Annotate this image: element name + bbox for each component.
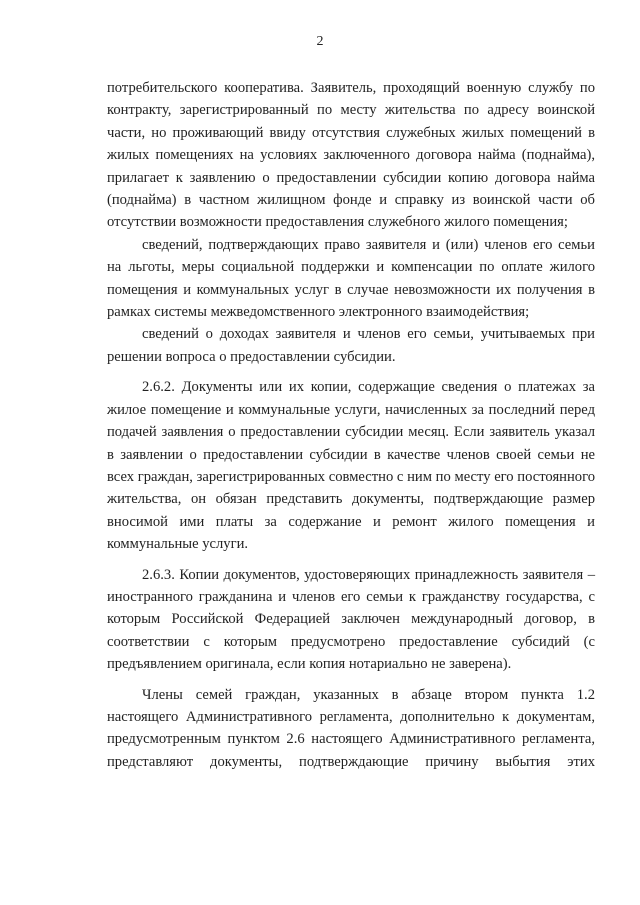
paragraph-benefits-info: сведений, подтверждающих право заявителя и (или) членов его семьи на льготы, меры социальной поддержки и компенсации по оплате жилого помещения и коммунальных услуг в случае невозможности их получения в рамках системы межведомственного электронного взаимодействия; — [107, 236, 595, 321]
paragraph-income-info: сведений о доходах заявителя и членов его семьи, учитываемых при решении вопроса о предоставлении субсидии. — [107, 326, 595, 365]
paragraph-family-members: Члены семей граждан, указанных в абзаце втором пункта 1.2 настоящего Административного регламента, дополнительно к документам, предусмотренным пунктом 2.6 настоящего Административного регламента, представляют документы, подтверждающие причину выбытия этих — [107, 686, 595, 770]
page-number: 2 — [316, 34, 324, 49]
paragraph-2-6-3: 2.6.3. Копии документов, удостоверяющих принадлежность заявителя – иностранного гражданина и членов его семьи к гражданству государства, с которым Российской Федерацией заключен международный договор, в соответствии с которым предусмотрено предоставление субсидий (с предъявлением оригинала, если копия нотариально не заверена). — [107, 566, 595, 673]
paragraph-2-6-2: 2.6.2. Документы или их копии, содержащие сведения о платежах за жилое помещение и коммунальные услуги, начисленных за последний перед подачей заявления о предоставлении субсидии месяц. Если заявитель указал в заявлении о предоставлении субсидии в качестве членов своей семьи не всех граждан, зарегистрированных совместно с ним по месту его постоянного жительства, он обязан представить документы, подтверждающие размер вносимой ими платы за содержание и ремонт жилого помещения и коммунальные услуги. — [107, 379, 595, 553]
document-body — [107, 77, 595, 773]
paragraph-military-lease: потребительского кооператива. Заявитель, проходящий военную службу по контракту, зарегистрированный по месту жительства по адресу воинской части, но проживающий ввиду отсутствия служебных жилых помещений в жилых помещениях на условиях заключенного договора найма (поднайма), прилагает к заявлению о предоставлении субсидии копию договора найма (поднайма) в частном жилищном фонде и справку из воинской части об отсутствии возможности предоставления служебного жилого помещения; — [107, 80, 595, 231]
